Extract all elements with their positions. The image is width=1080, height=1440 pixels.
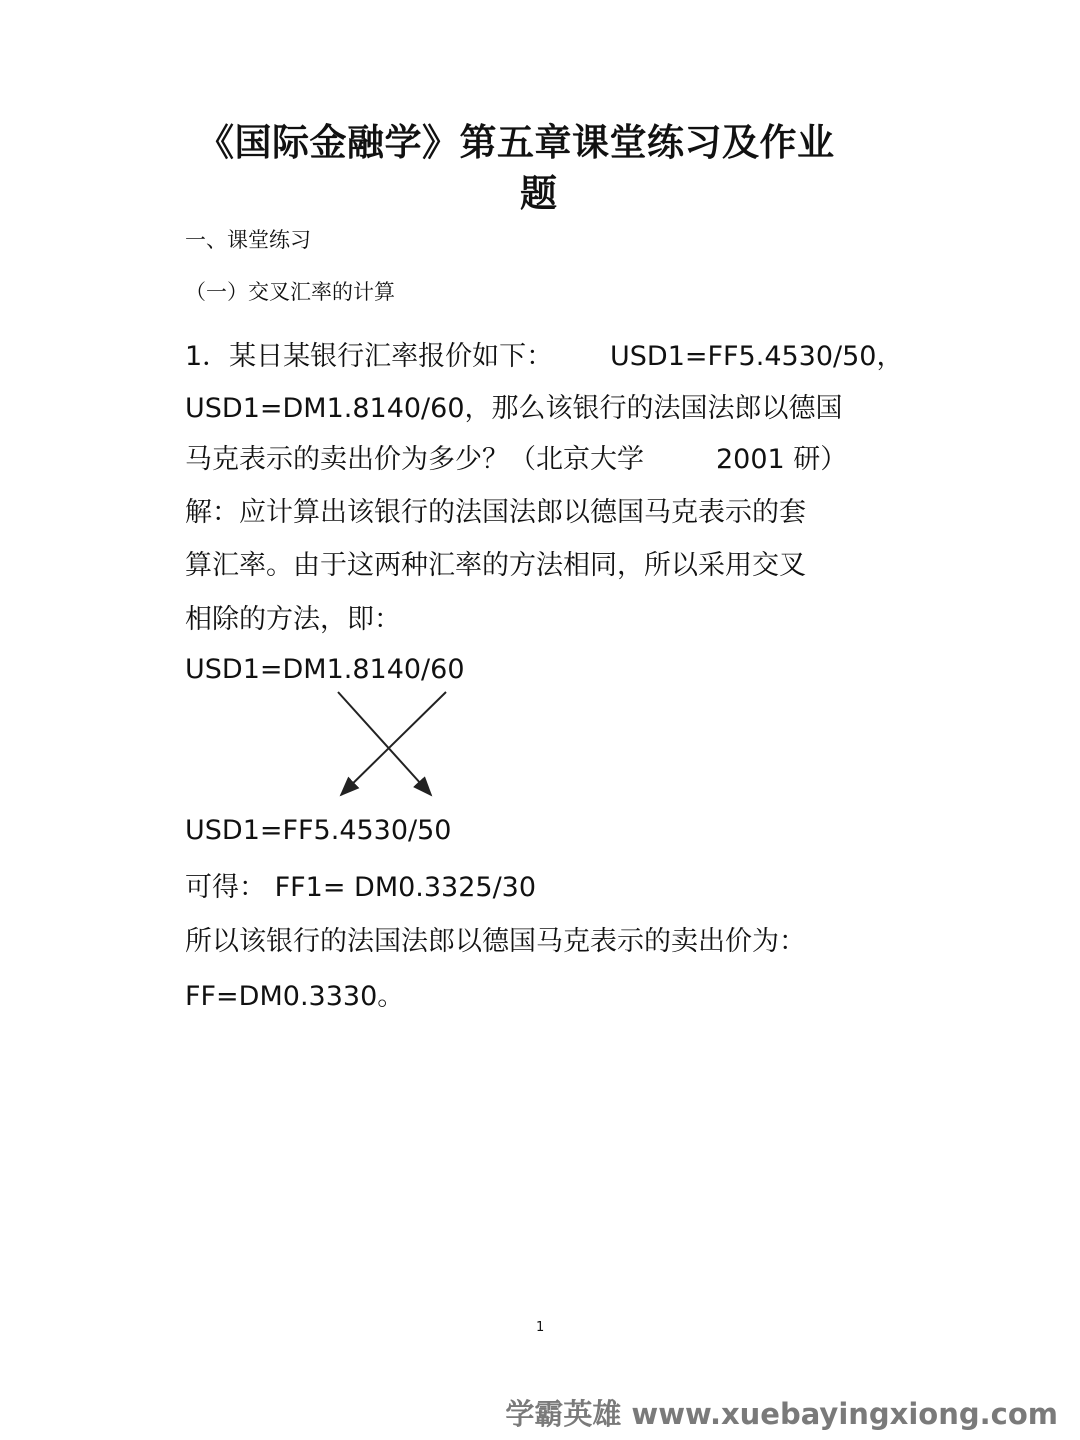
section-heading: 一、课堂练习 (185, 228, 311, 252)
cross-division-diagram (330, 688, 450, 803)
problem-line-3: 马克表示的卖出价为多少？（北京大学 (185, 444, 644, 475)
solution-line-1: 解：应计算出该银行的法国法郎以德国马克表示的套 (185, 497, 806, 528)
problem-line-1: 1．某日某银行汇率报价如下： (185, 341, 554, 372)
page-title-line-1: 《国际金融学》第五章课堂练习及作业 (197, 121, 835, 164)
problem-line-1-rate: USD1=FF5.4530/50， (610, 341, 904, 372)
solution-line-3: 相除的方法，即： (185, 604, 401, 635)
result-line: 可得： FF1= DM0.3325/30 (185, 872, 537, 903)
problem-line-2: USD1=DM1.8140/60，那么该银行的法国法郎以德国 (185, 393, 843, 424)
watermark: 学霸英雄 www.xuebayingxiong.com (505, 1397, 1058, 1431)
page-title-line-2: 题 (520, 172, 558, 215)
solution-line-2: 算汇率。由于这两种汇率的方法相同，所以采用交叉 (185, 550, 806, 581)
rate-usd-ff: USD1=FF5.4530/50 (185, 815, 452, 846)
subsection-heading: （一）交叉汇率的计算 (185, 280, 395, 304)
problem-line-3-year: 2001 研） (716, 444, 848, 475)
cross-arrow-left (341, 692, 446, 795)
answer-line: FF=DM0.3330。 (185, 981, 405, 1012)
cross-arrow-right (338, 692, 431, 795)
conclusion-line: 所以该银行的法国法郎以德国马克表示的卖出价为： (185, 926, 806, 957)
page-number: 1 (536, 1320, 545, 1335)
rate-usd-dm: USD1=DM1.8140/60 (185, 654, 465, 685)
